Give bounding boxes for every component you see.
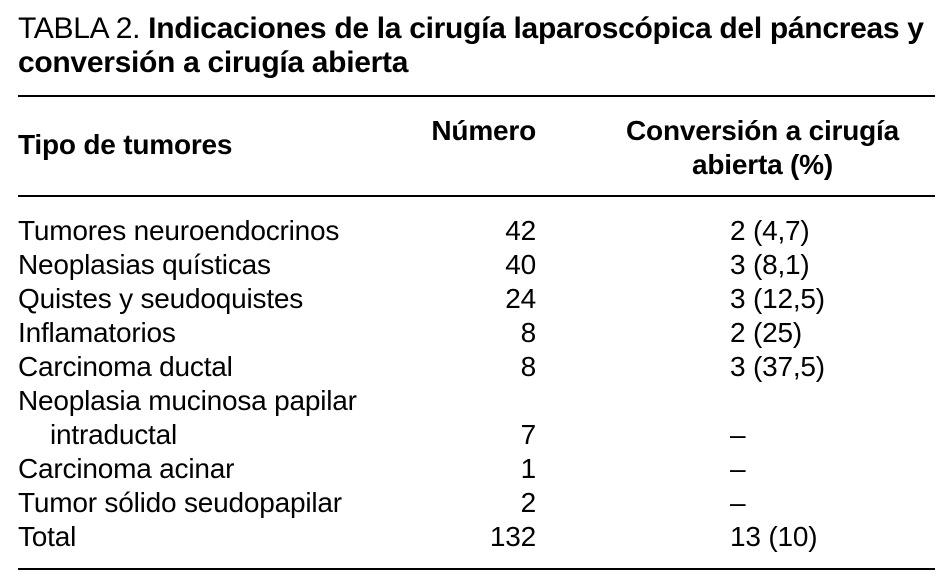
cell-number: 2: [520, 487, 536, 518]
cell-conversion: 3 (37,5): [730, 351, 825, 382]
cell-number: 7: [520, 419, 536, 450]
table-body: [18, 214, 935, 554]
table-row: [18, 350, 935, 384]
header-tumor-type: Tipo de tumores: [18, 129, 233, 160]
cell-number: 8: [520, 351, 536, 382]
cell-tumor-type: Total: [18, 521, 77, 552]
cell-conversion: –: [730, 419, 746, 450]
top-rule: [18, 95, 935, 97]
table-row: [18, 384, 935, 418]
header-conversion-line1: Conversión a cirugía: [626, 115, 899, 146]
table-row-total: [18, 520, 935, 554]
cell-tumor-type: Tumor sólido seudopapilar: [18, 487, 342, 518]
table-label: TABLA 2.: [18, 12, 149, 45]
table-row: [18, 214, 935, 248]
cell-conversion: 13 (10): [730, 521, 818, 552]
cell-tumor-type: Neoplasias quísticas: [18, 249, 271, 280]
cell-tumor-type: Carcinoma acinar: [18, 453, 235, 484]
table-row: [18, 282, 935, 316]
table-row: [18, 486, 935, 520]
header-conversion: [600, 114, 925, 182]
cell-tumor-type: Quistes y seudoquistes: [18, 283, 304, 314]
cell-conversion: 3 (12,5): [730, 283, 825, 314]
cell-tumor-type: Neoplasia mucinosa papilar: [18, 385, 357, 416]
table-title: [18, 12, 938, 80]
cell-conversion: 2 (25): [730, 317, 802, 348]
cell-tumor-type: intraductal: [50, 419, 177, 450]
cell-conversion: 2 (4,7): [730, 215, 810, 246]
table-caption: Indicaciones de la cirugía laparoscópica del páncreas y conversión a cirugía abierta: [18, 12, 924, 79]
header-conversion-line2: abierta (%): [692, 149, 833, 180]
cell-conversion: –: [730, 487, 746, 518]
table-row: [18, 418, 935, 452]
cell-number: 42: [505, 215, 536, 246]
cell-tumor-type: Carcinoma ductal: [18, 351, 233, 382]
cell-number: 1: [520, 453, 536, 484]
cell-number: 8: [520, 317, 536, 348]
cell-number: 132: [489, 521, 536, 552]
header-number: Número: [431, 115, 536, 146]
header-rule: [18, 195, 935, 197]
table-row: [18, 248, 935, 282]
cell-tumor-type: Tumores neuroendocrinos: [18, 215, 340, 246]
cell-number: 24: [505, 283, 536, 314]
cell-tumor-type: Inflamatorios: [18, 317, 176, 348]
cell-number: 40: [505, 249, 536, 280]
bottom-rule: [18, 568, 935, 570]
cell-conversion: –: [730, 453, 746, 484]
table-row: [18, 452, 935, 486]
table-row: [18, 316, 935, 350]
cell-conversion: 3 (8,1): [730, 249, 810, 280]
